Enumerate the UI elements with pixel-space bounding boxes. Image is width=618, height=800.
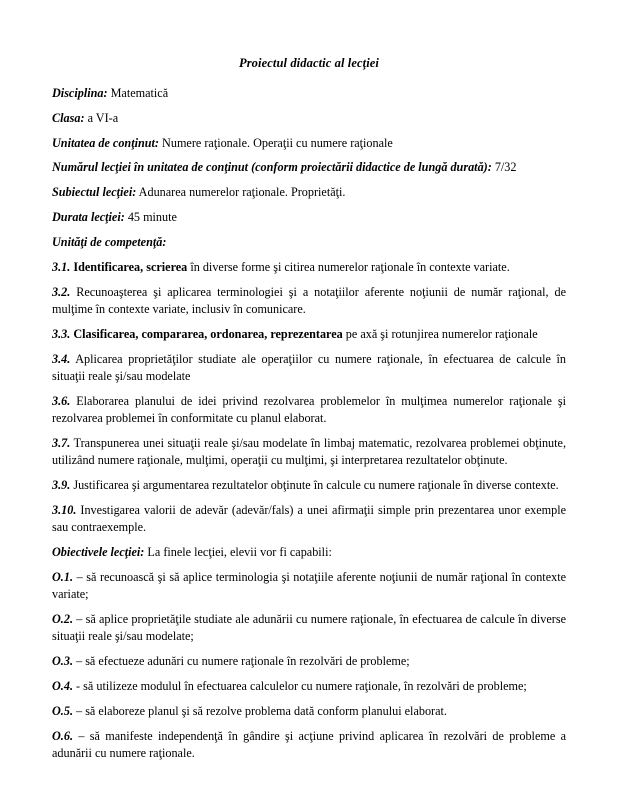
list-item <box>52 351 566 386</box>
field-label: Subiectul lecţiei: <box>52 185 137 200</box>
objective-text: – să efectueze adunări cu numere raţionale în rezolvări de probleme; <box>73 654 410 669</box>
competence-text: pe axă şi rotunjirea numerelor raţionale <box>342 326 538 341</box>
objective-number: O.6. <box>52 728 73 743</box>
list-item <box>52 728 566 763</box>
competences-list <box>52 259 566 537</box>
objectives-intro: La finele lecţiei, elevii vor fi capabili: <box>144 545 332 560</box>
field-value-text: a VI-a <box>87 110 119 125</box>
field-durata-lectiei <box>52 209 566 226</box>
objective-text: – să manifeste independenţă în gândire şi acţiune privind aplicarea în rezolvări de probleme a adunării cu numere raţionale. <box>52 728 566 761</box>
list-item <box>52 477 566 494</box>
list-item <box>52 569 566 604</box>
field-numarul-lectiei <box>52 159 566 176</box>
page-title: Proiectul didactic al lecţiei <box>238 56 379 70</box>
list-item <box>52 678 566 695</box>
objective-text: – să elaboreze planul şi să rezolve problema dată conform planului elaborat. <box>73 703 447 718</box>
objective-number: O.2. <box>52 612 73 627</box>
objective-text: – să recunoască şi să aplice terminologia şi notaţiile aferente noţiunii de număr raţional în contexte variate; <box>52 569 566 602</box>
list-item <box>52 435 566 470</box>
field-value-text: 45 minute <box>127 210 177 225</box>
competence-text: Justificarea şi argumentarea rezultatelor obţinute în calcule cu numere raţionale în diverse contexte. <box>70 478 559 493</box>
field-unitatea-de-continut <box>52 135 566 152</box>
list-item <box>52 393 566 428</box>
fields-section <box>52 85 566 226</box>
objective-number: O.1. <box>52 569 73 584</box>
objectives-heading <box>52 544 566 561</box>
competence-text: Recunoaşterea şi aplicarea terminologiei şi a notaţiilor aferente noţiunii de număr raţional, de mulţime în contexte variate, inclusiv în comunicare. <box>52 284 566 316</box>
competences-heading-label: Unităţi de competenţă: <box>52 234 167 249</box>
field-label: Unitatea de conţinut: <box>52 135 159 150</box>
field-clasa <box>52 110 566 127</box>
field-value-text: Numere raţionale. Operaţii cu numere raţionale <box>162 135 393 150</box>
field-label: Durata lecţiei: <box>52 210 125 225</box>
field-label: Disciplina: <box>52 86 108 100</box>
objectives-heading-label: Obiectivele lecţiei: <box>52 545 145 560</box>
list-item <box>52 326 566 343</box>
list-item <box>52 703 566 720</box>
list-item <box>52 611 566 646</box>
competence-bold-lead: Identificarea, scrierea <box>70 259 188 274</box>
field-value-text: 7/32 <box>494 160 517 175</box>
list-item <box>52 502 566 537</box>
competence-number: 3.3. <box>52 326 71 341</box>
field-value-text: Adunarea numerelor raţionale. Proprietăţi. <box>138 185 346 200</box>
objectives-list <box>52 569 566 762</box>
competence-number: 3.4. <box>52 351 71 366</box>
objective-number: O.3. <box>52 654 73 669</box>
field-value-text: Matematică <box>110 86 169 100</box>
competence-number: 3.10. <box>52 502 77 517</box>
list-item <box>52 259 566 276</box>
field-disciplina <box>52 85 566 102</box>
competence-number: 3.6. <box>52 393 71 408</box>
list-item <box>52 653 566 670</box>
competence-text: Transpunerea unei situaţii reale şi/sau modelate în limbaj matematic, rezolvarea problemei obţinute, utilizând numere raţionale, mulţimi, operaţii cu mulţimi, şi interpretarea rezultatelor obţinute. <box>52 435 566 468</box>
competence-text: Investigarea valorii de adevăr (adevăr/fals) a unei afirmaţii simple prin prezentarea unor exemple sau contraexemple. <box>52 502 566 535</box>
competence-text: în diverse forme şi citirea numerelor raţionale în contexte variate. <box>187 259 510 274</box>
competence-text: Elaborarea planului de idei privind rezolvarea problemelor în mulţimea numerelor raţionale şi rezolvarea problemei în conformitate cu planul elaborat. <box>52 393 566 426</box>
field-label: Numărul lecţiei în unitatea de conţinut (conform proiectării didactice de lungă durată): <box>52 160 492 175</box>
competence-number: 3.2. <box>52 284 71 299</box>
list-item <box>52 284 566 319</box>
competence-number: 3.1. <box>52 259 71 274</box>
objective-number: O.5. <box>52 703 73 718</box>
competence-bold-lead: Clasificarea, compararea, ordonarea, reprezentarea <box>70 326 343 341</box>
objective-number: O.4. <box>52 679 73 694</box>
field-subiectul-lectiei <box>52 184 566 201</box>
competences-heading <box>52 234 566 251</box>
competence-text: Aplicarea proprietăţilor studiate ale operaţiilor cu numere raţionale, în efectuarea de calcule în situaţii reale şi/sau modelate <box>52 351 566 383</box>
objective-text: - să utilizeze modulul în efectuarea calculelor cu numere raţionale, în rezolvări de probleme; <box>73 679 527 694</box>
field-label: Clasa: <box>52 110 85 125</box>
competence-number: 3.9. <box>52 478 71 493</box>
objective-text: – să aplice proprietăţile studiate ale adunării cu numere raţionale, în efectuarea de calcule în diverse situaţii reale şi/sau modelate; <box>52 612 566 644</box>
competence-number: 3.7. <box>52 435 71 450</box>
